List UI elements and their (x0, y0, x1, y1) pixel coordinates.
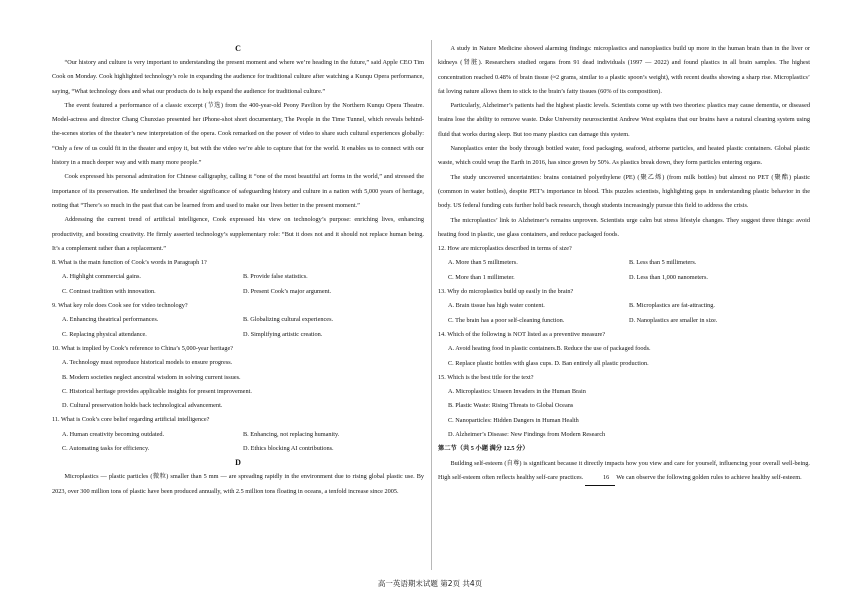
answer-option[interactable]: B. Plastic Waste: Rising Threats to Global Oceans (448, 402, 574, 410)
paragraph: Nanoplastics enter the body through bottled water, food packaging, seafood, airborne particles, and heated plastic containers. Global plastic waste, which could wrap the Earth in 2016, has since grown by 50%. As plastics break down, they form particles entering organs. (438, 145, 810, 167)
blank-16[interactable]: 16 (585, 471, 615, 486)
answer-option[interactable]: D. Alzheimer’s Disease: New Findings from Modern Research (448, 431, 606, 439)
answer-option[interactable]: A. Brain tissue has high water content. (448, 302, 545, 310)
section-c-heading: C (235, 44, 241, 53)
paragraph: The microplastics’ link to Alzheimer’s remains unproven. Scientists urge calm but stress lifestyle changes. They suggest three things: avoid heating food in plastic, use glass containers, and reduce packaged foods. (438, 216, 810, 238)
part-two-intro: Building self-esteem (自尊) is significant because it directly impacts how you view and care for yourself, influencing your overall well-being. High self-esteem often reflects healthy self-care practices. 16 We can observe the following golden rules to achieve healthy self-esteem. (438, 457, 810, 487)
paragraph: “Our history and culture is very important to understanding the present moment and where we’re heading in the future,” said Apple CEO Tim Cook on Monday. Cook highlighted technology’s role in expanding the audience for traditional culture after watching a Kunqu Opera performance, saying, “What technology does and what our products do is help expand the audience for traditional culture.” (52, 59, 424, 95)
answer-option[interactable]: D. Ethics blocking AI contributions. (243, 445, 334, 453)
option-row (52, 371, 424, 385)
answer-option[interactable]: D. Simplifying artistic creation. (243, 330, 323, 338)
option-row (52, 428, 424, 442)
option-row (52, 356, 424, 370)
paragraph: The event featured a performance of a classic excerpt (节选) from the 400-year-old Peony Pavilion by the Northern Kunqu Opera Theatre. Model-actress and director Chang Chunxiao presented her iPhone-shot short documentary, The People in the Time Tunnel, which reveals behind-the-scenes stories of the theater’s new interpretation of the opera. Cook remarked on the power of video to share such cultural experiences globally: “Only a few of us could fit in the theater and enjoy it, but with the video we’re able to capture that for the world. It enables us to connect with our history in a much deeper way and with many more people.” (52, 101, 424, 167)
answer-option[interactable]: D. Less than 1,000 nanometers. (629, 273, 708, 281)
answer-option[interactable]: C. Nanoparticles: Hidden Dangers in Human Health (448, 416, 579, 424)
option-row (438, 357, 810, 371)
question-stem: 13. Why do microplastics build up easily in the brain? (438, 288, 574, 296)
option-row (52, 385, 424, 399)
answer-option[interactable]: B. Enhancing, not replacing humanity. (243, 430, 340, 438)
answer-option[interactable]: B. Less than 5 millimeters. (629, 259, 697, 267)
answer-option[interactable]: A. Human creativity becoming outdated. (62, 430, 165, 438)
question-stem: 15. Which is the best title for the text? (438, 373, 534, 381)
option-row (52, 328, 424, 342)
answer-option[interactable]: A. Enhancing theatrical performances. (62, 316, 159, 324)
question-stem: 14. Which of the following is NOT listed as a preventive measure? (438, 330, 606, 338)
answer-option[interactable]: D. Nanoplastics are smaller in size. (629, 316, 718, 324)
option-row (52, 399, 424, 413)
paragraph: The study uncovered uncertainties: brains contained polyethylene (PE) (聚乙烯) (from milk bottles) but almost no PET (聚酯) plastic (common in water bottles), despite PET’s importance in blood. This puzzles scientists, highlighting gaps in understanding plastic behavior in the body. US federal funding cuts further hold back research, though students increasingly pursue this field to address the crisis. (438, 173, 810, 210)
paragraph: Cook expressed his personal admiration for Chinese calligraphy, calling it “one of the most beautiful art forms in the world,” and stressed the importance of its preservation. He underlined the broader significance of safeguarding history and culture in a nation with 5,000 years of heritage, noting that “There’s so much in the past that can be learned from and used to make our lives better in the present moment.” (52, 173, 424, 209)
option-row (438, 399, 810, 413)
option-row (438, 428, 810, 442)
question-stem: 11. What is Cook’s core belief regarding artificial intelligence? (52, 416, 210, 424)
questions-12-15 (438, 242, 810, 442)
answer-option[interactable]: D. Cultural preservation holds back technological advancement. (62, 402, 223, 410)
part-two-heading: 第二节（共 5 小题 满分 12.5 分） (438, 445, 529, 453)
question-stem: 10. What is implied by Cook’s reference to China’s 5,000-year heritage? (52, 344, 234, 352)
answer-option[interactable]: D. Present Cook’s major argument. (243, 287, 332, 295)
question-stem: 12. How are microplastics described in terms of size? (438, 245, 572, 253)
questions-8-11 (52, 256, 424, 456)
option-row (52, 313, 424, 327)
passage-c (52, 56, 424, 256)
option-row (438, 256, 810, 270)
answer-option[interactable]: A. Technology must reproduce historical models to ensure progress. (62, 359, 233, 367)
option-row (438, 271, 810, 285)
left-column (52, 42, 424, 499)
option-row (438, 414, 810, 428)
answer-option[interactable]: B. Globalizing cultural experiences. (243, 316, 334, 324)
option-row (52, 285, 424, 299)
option-row (438, 342, 810, 356)
answer-option[interactable]: C. More than 1 millimeter. (448, 273, 515, 281)
option-row (52, 442, 424, 456)
answer-option[interactable]: C. The brain has a poor self-cleaning function. (448, 316, 565, 324)
answer-option[interactable]: B. Provide false statistics. (243, 273, 308, 281)
answer-option[interactable]: A. Microplastics: Unseen Invaders in the Human Brain (448, 388, 586, 396)
right-column (438, 42, 810, 486)
answer-option[interactable]: C. Automating tasks for efficiency. (62, 445, 150, 453)
answer-option[interactable]: A. More than 5 millimeters. (448, 259, 518, 267)
question-stem: 9. What key role does Cook see for video technology? (52, 302, 188, 310)
paragraph: A study in Nature Medicine showed alarming findings: microplastics and nanoplastics build up more in the human brain than in the liver or kidneys (肾脏). Researchers studied organs from 91 dead individuals (1997 — 2022) and found plastics in all brain samples. The highest concentration reached 0.48% of brain tissue (≈2 grams, similar to a plastic spoon’s weight), with recent deaths showing a sharp rise. Microplastics’ fat loving nature allows them to stick to the brain’s fatty tissues (60% of its composition). (438, 45, 810, 95)
answer-option[interactable]: B. Modern societies neglect ancestral wisdom in solving current issues. (62, 373, 241, 381)
answer-option[interactable]: C. Contrast tradition with innovation. (62, 287, 156, 295)
page-footer: 高一英语期末试题 第2页 共4页 (377, 579, 483, 588)
question-stem: 8. What is the main function of Cook’s words in Paragraph 1? (52, 259, 207, 267)
option-row (438, 385, 810, 399)
passage-d-continued (438, 42, 810, 242)
answer-option[interactable]: C. Replacing physical attendance. (62, 330, 147, 338)
option-row (438, 299, 810, 313)
column-divider (431, 40, 432, 570)
option-row (52, 270, 424, 284)
answer-option[interactable]: C. Replace plastic bottles with glass cups. D. Ban entirely all plastic production. (448, 359, 649, 367)
answer-option[interactable]: A. Highlight commercial gains. (62, 273, 141, 281)
passage-d-paragraph: Microplastics — plastic particles (微粒) smaller than 5 mm — are spreading rapidly in the environment due to rising global plastic use. By 2023, over 300 million tons of plastic have been produced annually, with 2.5 million tons floating in oceans, a tenfold increase since 2005. (52, 473, 424, 495)
answer-option[interactable]: C. Historical heritage provides applicable insights for present improvement. (62, 387, 252, 395)
paragraph: Addressing the current trend of artificial intelligence, Cook expressed his view on technology’s purpose: enriching lives, enhancing productivity, and boosting creativity. He firmly asserted technology’s supplementary role: “But it does not and it should not replace human being. It’s a complement rather than a replacement.” (52, 216, 424, 252)
paragraph: Particularly, Alzheimer’s patients had the highest plastic levels. Scientists come up with two theories: plastics may cause dementia, or diseased brains lose the ability to remove waste. Duke University neuroscientist Andrew West explains that our brains have a natural cleaning system using fluid that works during sleep. But too many plastics can damage this system. (438, 102, 810, 138)
answer-option[interactable]: B. Microplastics are fat-attracting. (629, 302, 715, 310)
answer-option[interactable]: A. Avoid heating food in plastic containers.B. Reduce the use of packaged foods. (448, 345, 651, 353)
section-d-heading: D (235, 458, 241, 468)
option-row (438, 314, 810, 328)
